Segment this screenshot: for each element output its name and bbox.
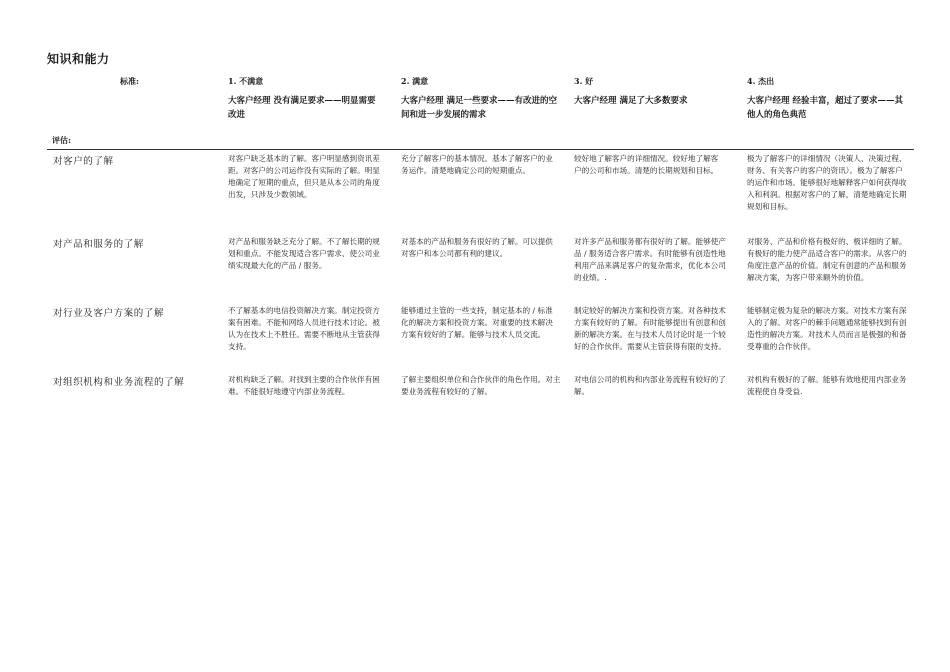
header-divider bbox=[47, 149, 914, 150]
cell-organization-1: 对机构缺乏了解。对找到主要的合作伙伴有困难。不能很好地遵守内部业务流程。 bbox=[228, 375, 380, 397]
cell-organization-2: 了解主要组织单位和合作伙伴的角色作用。对主要业务流程有较好的了解。 bbox=[401, 375, 561, 397]
cell-industry-3: 制定较好的解决方案和投资方案。对各种技术方案有较好的了解。有时能够提出有创意和创新的解决方案。在与技术人员讨论时是一个较好的合作伙伴。需要从主管获得有限的支持。 bbox=[574, 306, 726, 352]
cell-customer-3: 较好地了解客户的详细情况。较好地了解客户的公司和市场。清楚的长期规划和目标。 bbox=[574, 154, 719, 176]
row-label-customer: 对客户的了解 bbox=[53, 156, 114, 167]
level-heading-4: 4. 杰出 bbox=[747, 76, 775, 86]
row-label-organization: 对组织机构和业务流程的了解 bbox=[53, 377, 185, 388]
standard-label: 标准: bbox=[120, 76, 139, 86]
cell-products-4: 对服务、产品和价格有极好的、极详细的了解。有极好的能力使产品适合客户的需求。从客户的角度注意产品的价值。制定有创意的产品和服务解决方案，为客户带来额外的价值。 bbox=[747, 237, 907, 283]
cell-industry-1: 不了解基本的电信投资解决方案。制定投资方案有困难。不能和网络人员进行技术讨论。被认为在技术上不胜任。需要不断地从主管获得支持。 bbox=[228, 306, 380, 352]
cell-organization-3: 对电信公司的机构和内部业务流程有较好的了解。 bbox=[574, 375, 726, 397]
cell-products-1: 对产品和服务缺乏充分了解。不了解长期的规划和重点。不能发现适合客户需求、使公司业绩实现最大化的产品 / 服务。 bbox=[228, 237, 380, 271]
cell-organization-4: 对机构有极好的了解。能够有效地使用内部业务流程使自身受益. bbox=[747, 375, 907, 397]
cell-customer-1: 对客户缺乏基本的了解。客户明显感到资讯差距。对客户的公司运作没有实际的了解。明显地确定了短期的重点，但只是从本公司的角度出发，只涉及少数领域。 bbox=[228, 154, 380, 200]
cell-industry-2: 能够通过主管的一些支持，制定基本的 / 标准化的解决方案和投资方案。对重要的技术解决方案有较好的了解。能够与技术人员交流。 bbox=[401, 306, 553, 340]
cell-industry-4: 能够制定极为复杂的解决方案。对技术方案有深入的了解。对客户的棘手问题通常能够找到有创造性的解决方案。对技术人员而言是极强的和备受尊重的合作伙伴。 bbox=[747, 306, 907, 352]
level-description-4: 大客户经理 经验丰富，超过了要求——其他人的角色典范 bbox=[747, 96, 903, 120]
cell-products-3: 对许多产品和服务都有很好的了解。能够使产品 / 服务适合客户需求。有时能够有创造性地利用产品来满足客户的复杂需求，优化本公司的业绩。. bbox=[574, 237, 726, 283]
level-description-1: 大客户经理 没有满足要求——明显需要改进 bbox=[228, 96, 376, 120]
cell-products-2: 对基本的产品和服务有很好的了解。可以提供对客户和本公司都有利的建议。 bbox=[401, 237, 553, 259]
cell-customer-4: 极为了解客户的详细情况（决策人、决策过程、财务、有关客户的客户的资讯）。极为了解客户的运作和市场。能够很好地解释客户如何获得收入和利润。根据对客户的了解，清楚地确定长期规划和目标。 bbox=[747, 154, 907, 212]
row-label-industry: 对行业及客户方案的了解 bbox=[53, 308, 165, 319]
row-label-products: 对产品和服务的了解 bbox=[53, 239, 144, 250]
level-description-2: 大客户经理 满足一些要求——有改进的空间和进一步发展的需求 bbox=[401, 96, 557, 120]
level-heading-1: 1. 不满意 bbox=[228, 76, 264, 86]
cell-customer-2: 充分了解客户的基本情况。基本了解客户的业务运作。清楚地确定公司的短期重点。 bbox=[401, 154, 553, 176]
page-title: 知识和能力 bbox=[47, 52, 110, 66]
level-heading-2: 2. 满意 bbox=[401, 76, 429, 86]
level-heading-3: 3. 好 bbox=[574, 76, 594, 86]
level-description-3: 大客户经理 满足了大多数要求 bbox=[574, 96, 688, 106]
evaluation-label: 评估: bbox=[52, 135, 71, 145]
